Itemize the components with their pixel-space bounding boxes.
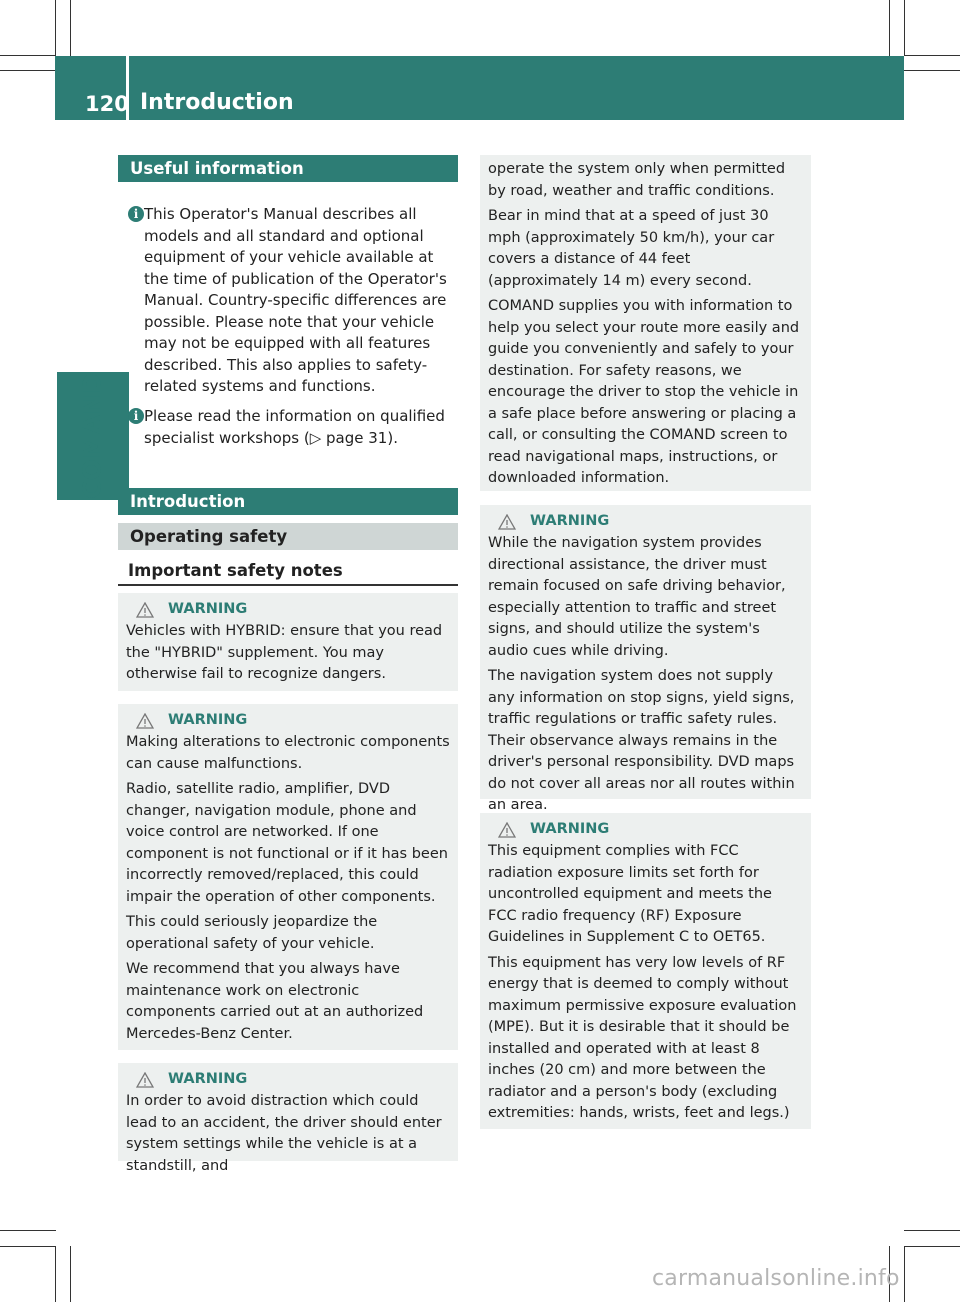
section-heading: Useful information [118,155,458,182]
continuation-text: COMAND supplies you with information to help you select your route more easily and guide you conveniently and safely to your destination. For safety reasons, we encourage the driver to stop the vehicle in a safe place before answering or placing a call, or consulting the COMAND screen to read navigational maps, instructions, or downloaded information. [488,298,800,486]
warning-box [118,1063,458,1174]
warning-box [480,813,811,1129]
warning-triangle-icon [136,1072,154,1088]
warning-text: In order to avoid distraction which could lead to an accident, the driver should enter system settings while the vehicle is at a standstill, and [126,1093,442,1174]
warning-label: WARNING [168,601,248,618]
crop-mark [904,0,905,56]
warning-triangle-icon [498,822,516,838]
warning-label: WARNING [530,821,610,838]
warning-box [118,593,458,691]
note-text: Please read the information on qualified specialist workshops (▷ page 31). [144,407,445,447]
warning-label: WARNING [530,513,610,530]
warning-text: While the navigation system provides directional assistance, the driver must remain focused on safe driving behavior, especially attention to traffic and street signs, and should utilize the system's audio cues while driving. [488,535,786,659]
crop-mark [904,1230,960,1231]
warning-triangle-icon [136,713,154,729]
warning-triangle-icon [498,514,516,530]
continuation-text: Bear in mind that at a speed of just 30 mph (approximately 50 km/h), your car covers a distance of 44 feet (approximately 14 m) every second. [488,208,775,289]
crop-mark [904,1246,905,1302]
info-icon: i [128,206,144,222]
info-icon: i [128,408,144,424]
warning-text: This equipment complies with FCC radiation exposure limits set forth for uncontrolled equipment and meets the FCC radio frequency (RF) Exposure Guidelines in Supplement C to OET65. [488,843,772,945]
crop-mark [70,1246,71,1302]
crop-mark [0,1246,56,1247]
warning-text: Vehicles with HYBRID: ensure that you read the "HYBRID" supplement. You may otherwise fail to recognize dangers. [126,623,443,682]
crop-mark [55,0,56,56]
warning-label: WARNING [168,712,248,729]
warning-continuation [480,155,811,491]
crop-mark [904,55,960,56]
page-number: 120 [85,92,129,116]
note-text: This Operator's Manual describes all models and all standard and optional equipment of your vehicle available at the time of publication of the Operator's Manual. Country-specific differences are possible. Please note that your vehicle may not be equipped with all features described. This also applies to safety-related systems and functions. [144,205,447,395]
crop-mark [0,1230,56,1231]
crop-mark [904,70,960,71]
chapter-label: COMAND [77,373,107,499]
watermark: carmanualsonline.info [652,1266,900,1291]
subsubsection-heading: Important safety notes [128,561,343,580]
warning-label: WARNING [168,1071,248,1088]
warning-box [480,505,811,813]
warning-text: This could seriously jeopardize the operational safety of your vehicle. [126,914,378,952]
crop-mark [0,70,56,71]
heading-rule [118,584,458,586]
crop-mark [70,0,71,56]
crop-mark [904,1246,960,1247]
info-note [128,204,460,398]
crop-mark [889,0,890,56]
warning-text: This equipment has very low levels of RF energy that is deemed to comply without maximum permissive exposure evaluation (MPE). But it is desirable that it should be installed and operated with at least 8 inches (20 cm) and more between the radiator and a person's body (excluding extremities: hands, wrists, feet and legs.) [488,954,797,1121]
subsection-heading: Operating safety [118,523,458,550]
continuation-text: operate the system only when permitted by road, weather and traffic conditions. [488,161,786,199]
page-title: Introduction [140,90,294,115]
warning-text: Making alterations to electronic components can cause malfunctions. [126,734,450,772]
section-heading: Introduction [118,488,458,515]
warning-text: The navigation system does not supply any information on stop signs, yield signs, traffic regulations or traffic safety rules. Their observance always remains in the driver's personal responsibility. DVD maps do not cover all areas nor all routes within an area. [488,668,795,813]
warning-triangle-icon [136,602,154,618]
warning-box [118,704,458,1050]
warning-text: We recommend that you always have maintenance work on electronic components carried out at an authorized Mercedes-Benz Center. [126,961,424,1042]
info-note [128,406,460,449]
crop-mark [55,1246,56,1302]
crop-mark [0,55,56,56]
warning-text: Radio, satellite radio, amplifier, DVD changer, navigation module, phone and voice control are networked. If one component is not functional or if it has been incorrectly removed/replaced, this could impair the operation of other components. [126,781,448,905]
